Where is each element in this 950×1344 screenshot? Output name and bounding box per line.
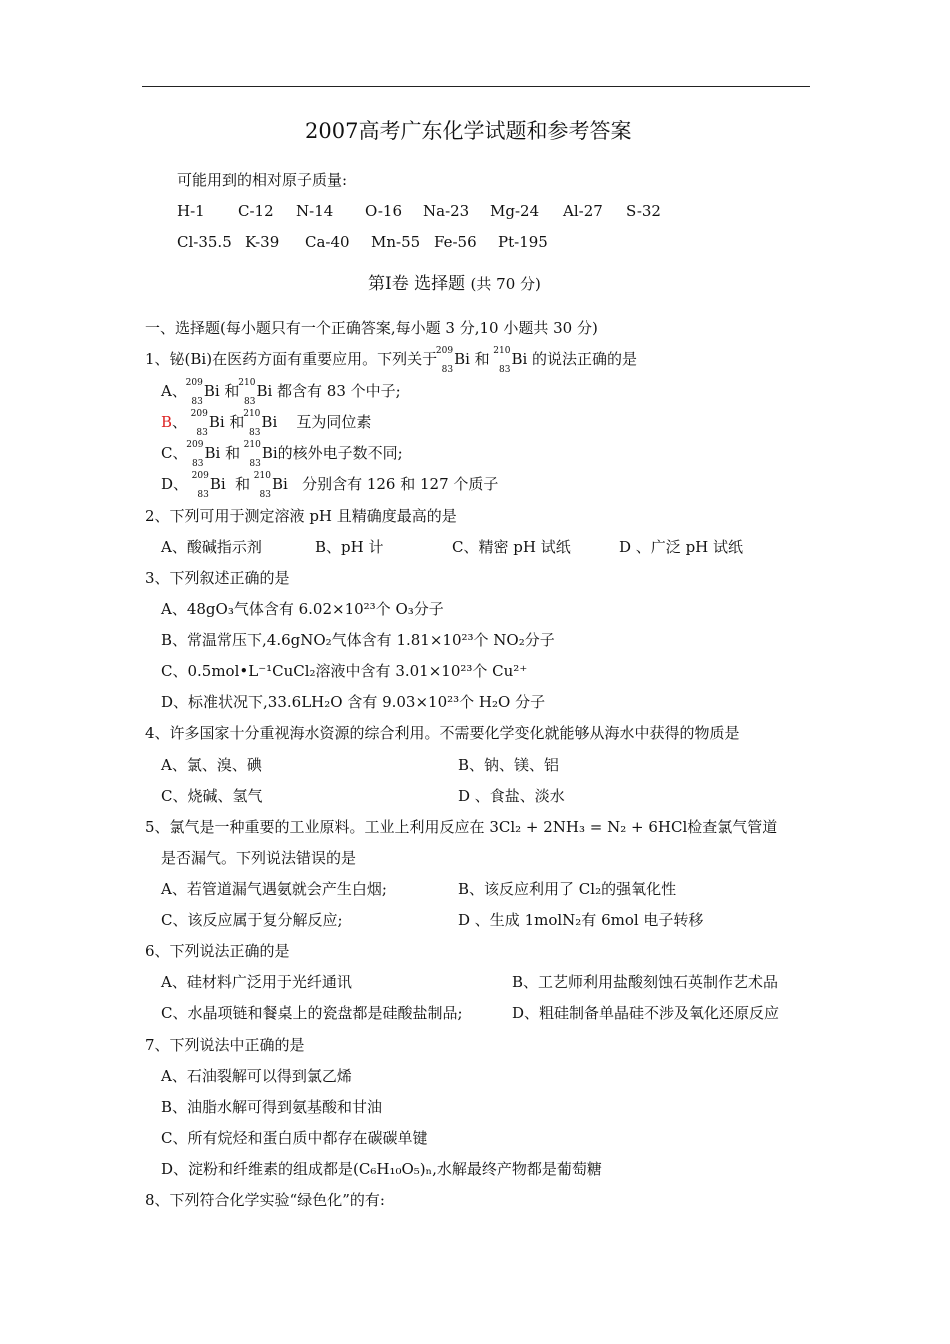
q1-stem-a: 1、铋(Bi)在医药方面有重要应用。下列关于 [145,350,438,368]
mass-number: 210 [238,378,256,388]
atomic-number: 83 [243,397,256,407]
option-letter: D、 [161,475,189,493]
question-5-stem: 5、氯气是一种重要的工业原料。工业上利用反应在 3Cl₂ + 2NH₃ = N₂ + 6HCl检查氯气管道 [145,818,778,836]
q2-option: B、pH 计 [315,538,384,556]
part1-label: 第Ⅰ卷 选择题 [368,274,466,294]
option-text: Bi的核外电子数不同; [261,444,403,462]
atomic-number: 83 [259,490,271,500]
header-rule [142,86,810,87]
mass-item: Cl-35.5 [177,233,232,251]
q5-option: A、若管道漏气遇氨就会产生白烟; [161,880,387,898]
mass-item: K-39 [245,233,280,251]
q2-option: D 、广泛 pH 试纸 [619,538,744,556]
q6-option: A、硅材料广泛用于光纤通讯 [161,973,352,991]
masses-heading: 可能用到的相对原子质量: [177,171,348,189]
nuclide [435,346,454,375]
q4-option: D 、食盐、淡水 [458,787,565,805]
q6-option: C、水晶项链和餐桌上的瓷盘都是硅酸盐制品; [161,1004,463,1022]
q6-option: B、工艺师利用盐酸刻蚀石英制作艺术品 [512,973,779,991]
mass-number: 210 [243,409,261,419]
atomic-number: 83 [192,459,204,469]
mass-item: Na-23 [423,202,470,220]
mass-item: S-32 [626,202,661,220]
mass-number: 209 [190,409,208,419]
mass-item: Mn-55 [371,233,421,251]
q3-option-d: D、标准状况下,33.6LH₂O 含有 9.03×10²³个 H₂O 分子 [161,693,546,711]
option-text: Bi 和 [209,475,251,493]
nuclide [243,409,261,438]
mass-item: Fe-56 [434,233,477,251]
atomic-number: 83 [196,428,208,438]
question-7-stem: 7、下列说法中正确的是 [145,1036,305,1054]
q4-option: B、钠、镁、铝 [458,756,560,774]
part1-points: (共 70 分) [470,275,541,293]
q3-option-a: A、48gO₃气体含有 6.02×10²³个 O₃分子 [161,600,444,618]
q2-option: A、酸碱指示剂 [161,538,262,556]
mass-number: 209 [185,378,203,388]
option-letter: A、 [161,382,187,400]
option-text: Bi 和 [203,382,240,400]
question-1-stem [145,346,638,375]
mass-item: Pt-195 [498,233,548,251]
q7-option: A、石油裂解可以得到氯乙烯 [161,1067,352,1085]
mass-number: 210 [493,346,511,356]
atomic-number: 83 [499,365,511,375]
section1-heading: 一、选择题(每小题只有一个正确答案,每小题 3 分,10 小题共 30 分) [145,319,598,337]
q6-option: D、粗硅制备单晶硅不涉及氧化还原反应 [512,1004,780,1022]
nuclide [186,440,204,469]
mass-number: 209 [186,440,204,450]
nuclide [243,440,261,469]
q1-stem-b: Bi 和 [454,350,490,368]
mass-item: O-16 [365,202,403,220]
q1-option-a [161,378,401,407]
page-title: 2007高考广东化学试题和参考答案 [305,119,632,143]
mass-item: N-14 [296,202,334,220]
nuclide [185,378,203,407]
q1-option-c [161,440,403,469]
mass-number: 209 [191,471,209,481]
option-text: Bi 和 [204,444,241,462]
nuclide [238,378,256,407]
q3-option-b: B、常温常压下,4.6gNO₂气体含有 1.81×10²³个 NO₂分子 [161,631,555,649]
nuclide [493,346,511,375]
q5-option: B、该反应利用了 Cl₂的强氧化性 [458,880,677,898]
question-3-stem: 3、下列叙述正确的是 [145,569,290,587]
q1-option-d [161,471,499,500]
q5-option: D 、生成 1molN₂有 6mol 电子转移 [458,911,704,929]
mass-item: C-12 [238,202,274,220]
atomic-number: 83 [248,428,261,438]
q1-option-b [161,409,372,438]
option-text: Bi 分别含有 126 和 127 个质子 [271,475,499,493]
mass-item: Ca-40 [305,233,350,251]
question-4-stem: 4、许多国家十分重视海水资源的综合利用。不需要化学变化就能够从海水中获得的物质是 [145,724,740,742]
q5-option: C、该反应属于复分解反应; [161,911,343,929]
q4-option: C、烧碱、氢气 [161,787,263,805]
option-letter: C、 [161,444,188,462]
atomic-number: 83 [441,365,454,375]
q7-option: B、油脂水解可得到氨基酸和甘油 [161,1098,383,1116]
option-sep: 、 [172,413,188,431]
mass-number: 209 [435,346,454,356]
answer-mark: B [161,413,173,431]
option-text: Bi 都含有 83 个中子; [256,382,401,400]
nuclide [191,471,209,500]
question-2-stem: 2、下列可用于测定溶液 pH 且精确度最高的是 [145,507,457,525]
part1-heading [368,274,541,294]
mass-item: Mg-24 [490,202,540,220]
q7-option: C、所有烷烃和蛋白质中都存在碳碳单键 [161,1129,428,1147]
question-8-stem: 8、下列符合化学实验“绿色化”的有: [145,1191,385,1209]
mass-item: Al-27 [563,202,603,220]
nuclide [253,471,271,500]
nuclide [190,409,208,438]
option-text: Bi 互为同位素 [261,413,372,431]
mass-item: H-1 [177,202,205,220]
option-text: Bi 和 [208,413,245,431]
question-5-stem-cont: 是否漏气。下列说法错误的是 [161,849,357,867]
q3-option-c: C、0.5mol•L⁻¹CuCl₂溶液中含有 3.01×10²³个 Cu²⁺ [161,662,528,680]
atomic-number: 83 [249,459,261,469]
q1-stem-c: Bi 的说法正确的是 [511,350,638,368]
atomic-number: 83 [197,490,209,500]
atomic-number: 83 [191,397,203,407]
q7-option: D、淀粉和纤维素的组成都是(C₆H₁₀O₅)ₙ,水解最终产物都是葡萄糖 [161,1160,602,1178]
mass-number: 210 [243,440,261,450]
q2-option: C、精密 pH 试纸 [452,538,571,556]
question-6-stem: 6、下列说法正确的是 [145,942,290,960]
q4-option: A、氯、溴、碘 [161,756,262,774]
mass-number: 210 [253,471,271,481]
